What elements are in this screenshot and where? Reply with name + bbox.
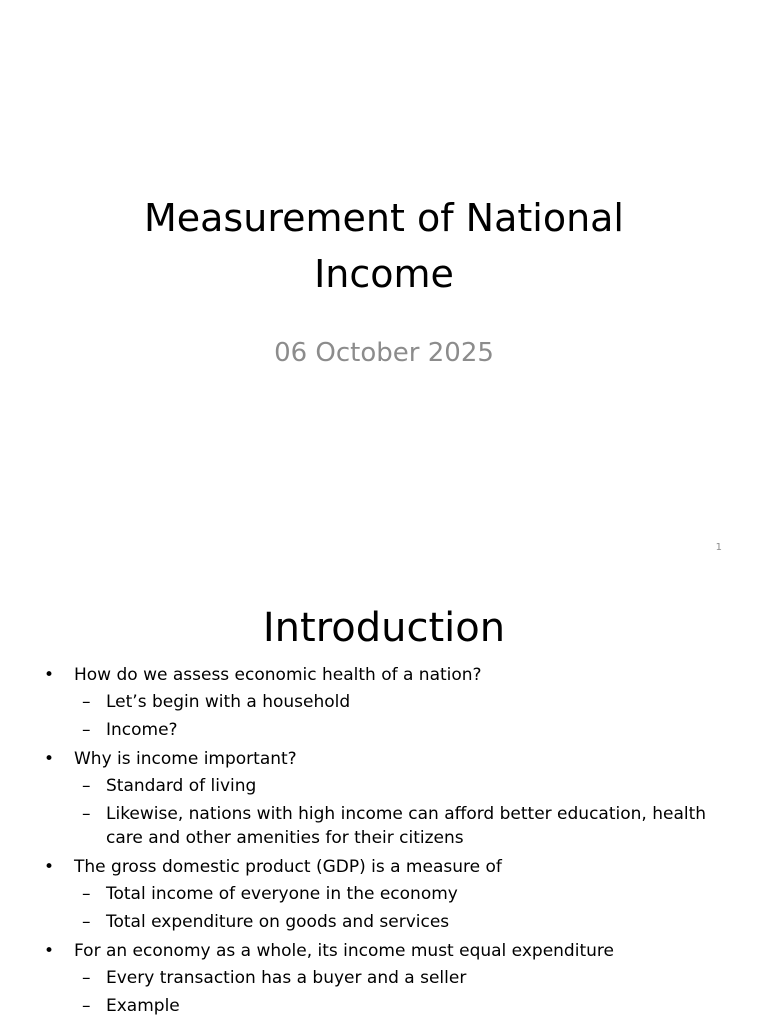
sub-bullet-item: – Likewise, nations with high income can afford better education, health care and other amenities for their citizens [0,802,768,850]
sub-bullet-item: – Let’s begin with a household [0,690,768,714]
bullet-item: • Why is income important? [0,746,768,772]
sub-bullet-item: – Example [0,994,768,1018]
bullet-list [0,662,768,1022]
sub-bullet-item: – Total income of everyone in the economy [0,882,768,906]
bullet-item: • The gross domestic product (GDP) is a measure of [0,854,768,880]
slide-number: 1 [715,542,722,553]
slide-title: Measurement of National Income [143,196,624,296]
sub-bullet-item: – Total expenditure on goods and services [0,910,768,934]
sub-bullet-item: – Income? [0,718,768,742]
slide-date: 06 October 2025 [274,338,494,368]
sub-bullet-item: – Every transaction has a buyer and a seller [0,966,768,990]
bullet-item: • For an economy as a whole, its income must equal expenditure [0,938,768,964]
bullet-item: • How do we assess economic health of a nation? [0,662,768,688]
introduction-title: Introduction [262,605,506,651]
introduction-slide [0,576,768,1024]
sub-bullet-item: – Standard of living [0,774,768,798]
